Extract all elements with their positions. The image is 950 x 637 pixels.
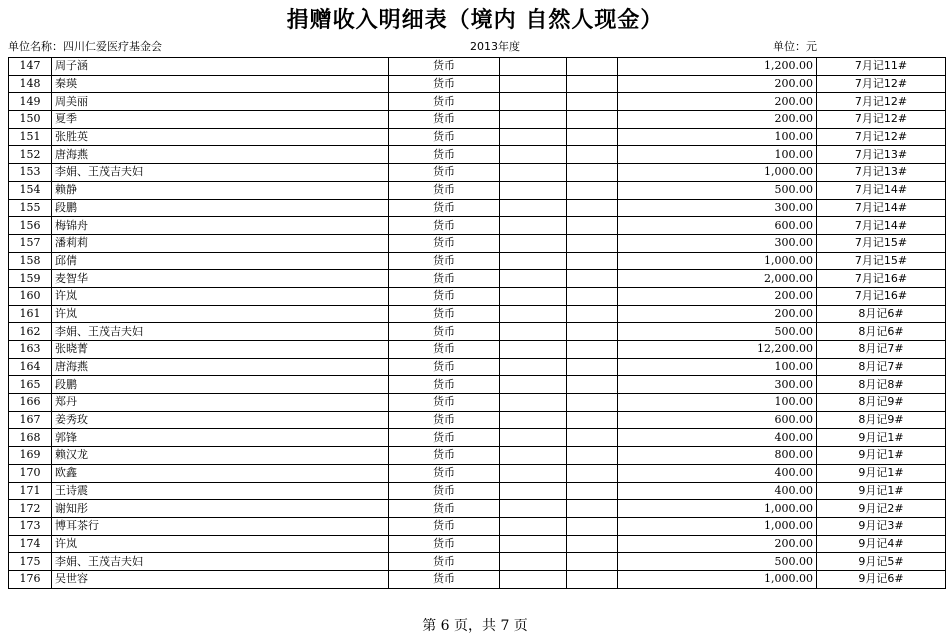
donor-name: 郑丹 [52,394,389,412]
donor-name: 段鹏 [52,376,389,394]
donor-name: 夏季 [52,111,389,129]
donation-type: 货币 [389,429,500,447]
donation-type: 货币 [389,93,500,111]
donor-name: 博耳茶行 [52,517,389,535]
row-number: 171 [9,482,52,500]
donation-amount: 500.00 [618,553,817,571]
blank-cell [567,270,618,288]
voucher-ref: 8月记6# [817,305,946,323]
donation-amount: 200.00 [618,93,817,111]
donation-amount: 1,200.00 [618,58,817,76]
voucher-ref: 7月记14# [817,199,946,217]
table-row [9,305,946,323]
blank-cell [567,93,618,111]
table-row [9,376,946,394]
table-row [9,146,946,164]
donation-amount: 1,000.00 [618,164,817,182]
blank-cell [567,287,618,305]
row-number: 163 [9,341,52,359]
table-row [9,358,946,376]
donation-type: 货币 [389,270,500,288]
blank-cell [567,58,618,76]
donation-amount: 100.00 [618,146,817,164]
row-number: 150 [9,111,52,129]
row-number: 155 [9,199,52,217]
row-number: 174 [9,535,52,553]
blank-cell [500,128,567,146]
voucher-ref: 9月记2# [817,500,946,518]
blank-cell [500,75,567,93]
donation-type: 货币 [389,358,500,376]
table-row [9,570,946,588]
voucher-ref: 7月记14# [817,181,946,199]
blank-cell [567,234,618,252]
blank-cell [500,517,567,535]
donation-amount: 1,000.00 [618,252,817,270]
blank-cell [567,376,618,394]
blank-cell [567,217,618,235]
donor-name: 唐海燕 [52,146,389,164]
donor-name: 吴世容 [52,570,389,588]
donation-type: 货币 [389,482,500,500]
donation-type: 货币 [389,447,500,465]
donation-type: 货币 [389,128,500,146]
blank-cell [500,270,567,288]
voucher-ref: 7月记16# [817,270,946,288]
blank-cell [500,234,567,252]
voucher-ref: 8月记6# [817,323,946,341]
row-number: 169 [9,447,52,465]
donation-type: 货币 [389,411,500,429]
table-row [9,58,946,76]
donation-type: 货币 [389,111,500,129]
voucher-ref: 7月记14# [817,217,946,235]
donation-amount: 400.00 [618,482,817,500]
voucher-ref: 7月记12# [817,93,946,111]
row-number: 160 [9,287,52,305]
row-number: 159 [9,270,52,288]
voucher-ref: 7月记15# [817,234,946,252]
donation-amount: 600.00 [618,411,817,429]
voucher-ref: 7月记11# [817,58,946,76]
donation-type: 货币 [389,500,500,518]
donor-name: 麦智华 [52,270,389,288]
row-number: 153 [9,164,52,182]
row-number: 172 [9,500,52,518]
blank-cell [567,447,618,465]
donation-amount: 200.00 [618,287,817,305]
voucher-ref: 9月记4# [817,535,946,553]
donation-amount: 300.00 [618,199,817,217]
donation-type: 货币 [389,252,500,270]
table-row [9,111,946,129]
blank-cell [567,394,618,412]
voucher-ref: 8月记9# [817,394,946,412]
donation-type: 货币 [389,553,500,571]
donation-type: 货币 [389,217,500,235]
year-label: 2013年度 [470,40,520,53]
table-row [9,482,946,500]
row-number: 170 [9,464,52,482]
donation-amount: 400.00 [618,429,817,447]
blank-cell [567,199,618,217]
blank-cell [500,199,567,217]
row-number: 167 [9,411,52,429]
table-row [9,411,946,429]
donor-name: 梅锦舟 [52,217,389,235]
table-row [9,447,946,465]
donation-type: 货币 [389,305,500,323]
blank-cell [567,429,618,447]
row-number: 154 [9,181,52,199]
donation-amount: 500.00 [618,323,817,341]
donor-name: 谢知彤 [52,500,389,518]
voucher-ref: 8月记7# [817,358,946,376]
donation-type: 货币 [389,323,500,341]
blank-cell [500,93,567,111]
donor-name: 姜秀玫 [52,411,389,429]
table-row [9,217,946,235]
table-row [9,93,946,111]
donor-name: 王诗震 [52,482,389,500]
table-row [9,500,946,518]
blank-cell [500,181,567,199]
voucher-ref: 8月记9# [817,411,946,429]
donation-amount: 200.00 [618,305,817,323]
table-row [9,164,946,182]
table-row [9,553,946,571]
voucher-ref: 9月记6# [817,570,946,588]
donation-amount: 800.00 [618,447,817,465]
table-row [9,429,946,447]
donation-amount: 400.00 [618,464,817,482]
blank-cell [500,570,567,588]
row-number: 156 [9,217,52,235]
donation-type: 货币 [389,146,500,164]
row-number: 176 [9,570,52,588]
donation-type: 货币 [389,535,500,553]
page-number: 第 6 页，共 7 页 [422,618,528,634]
row-number: 157 [9,234,52,252]
donor-name: 赖汉龙 [52,447,389,465]
blank-cell [567,411,618,429]
donor-name: 许岚 [52,305,389,323]
row-number: 149 [9,93,52,111]
voucher-ref: 9月记5# [817,553,946,571]
table-row [9,234,946,252]
donation-type: 货币 [389,199,500,217]
donation-type: 货币 [389,234,500,252]
blank-cell [567,482,618,500]
blank-cell [500,358,567,376]
blank-cell [500,58,567,76]
donation-type: 货币 [389,376,500,394]
donor-name: 李娟、王茂吉夫妇 [52,553,389,571]
blank-cell [500,553,567,571]
table-row [9,464,946,482]
row-number: 151 [9,128,52,146]
blank-cell [567,128,618,146]
blank-cell [500,411,567,429]
donation-type: 货币 [389,181,500,199]
donor-name: 秦瑛 [52,75,389,93]
donor-name: 潘莉莉 [52,234,389,252]
voucher-ref: 9月记1# [817,447,946,465]
blank-cell [500,111,567,129]
donation-amount: 300.00 [618,376,817,394]
donation-type: 货币 [389,464,500,482]
blank-cell [500,535,567,553]
blank-cell [500,500,567,518]
donation-type: 货币 [389,75,500,93]
blank-cell [567,252,618,270]
voucher-ref: 7月记13# [817,164,946,182]
blank-cell [500,376,567,394]
blank-cell [500,305,567,323]
voucher-ref: 9月记1# [817,464,946,482]
row-number: 164 [9,358,52,376]
donation-amount: 200.00 [618,75,817,93]
donor-name: 李娟、王茂吉夫妇 [52,164,389,182]
row-number: 158 [9,252,52,270]
voucher-ref: 7月记16# [817,287,946,305]
row-number: 147 [9,58,52,76]
donation-amount: 200.00 [618,535,817,553]
table-row [9,181,946,199]
donation-type: 货币 [389,517,500,535]
donor-name: 邱倩 [52,252,389,270]
row-number: 175 [9,553,52,571]
voucher-ref: 9月记1# [817,429,946,447]
donor-name: 许岚 [52,287,389,305]
page-title: 捐赠收入明细表（境内 自然人现金） [286,8,664,33]
blank-cell [500,464,567,482]
row-number: 165 [9,376,52,394]
donation-table-body [9,58,946,589]
row-number: 168 [9,429,52,447]
donor-name: 张晓菁 [52,341,389,359]
donation-amount: 500.00 [618,181,817,199]
donation-amount: 1,000.00 [618,517,817,535]
voucher-ref: 9月记1# [817,482,946,500]
blank-cell [567,341,618,359]
blank-cell [567,553,618,571]
blank-cell [500,482,567,500]
donation-amount: 1,000.00 [618,570,817,588]
donation-table [8,57,946,589]
blank-cell [500,323,567,341]
row-number: 173 [9,517,52,535]
donor-name: 段鹏 [52,199,389,217]
voucher-ref: 9月记3# [817,517,946,535]
table-row [9,341,946,359]
table-row [9,323,946,341]
donor-name: 周子涵 [52,58,389,76]
row-number: 152 [9,146,52,164]
row-number: 162 [9,323,52,341]
donation-amount: 200.00 [618,111,817,129]
row-number: 148 [9,75,52,93]
blank-cell [567,164,618,182]
voucher-ref: 7月记15# [817,252,946,270]
row-number: 166 [9,394,52,412]
donor-name: 许岚 [52,535,389,553]
donation-amount: 300.00 [618,234,817,252]
table-row [9,535,946,553]
blank-cell [567,500,618,518]
voucher-ref: 7月记13# [817,146,946,164]
blank-cell [567,358,618,376]
blank-cell [500,146,567,164]
blank-cell [500,287,567,305]
table-row [9,517,946,535]
blank-cell [567,111,618,129]
donation-type: 货币 [389,570,500,588]
donor-name: 张胜英 [52,128,389,146]
donation-type: 货币 [389,394,500,412]
org-label: 单位名称：四川仁爱医疗基金会 [8,40,162,53]
donation-amount: 12,200.00 [618,341,817,359]
blank-cell [567,75,618,93]
voucher-ref: 8月记7# [817,341,946,359]
blank-cell [500,252,567,270]
donor-name: 李娟、王茂吉夫妇 [52,323,389,341]
table-row [9,270,946,288]
table-row [9,75,946,93]
donation-amount: 600.00 [618,217,817,235]
donation-amount: 100.00 [618,128,817,146]
voucher-ref: 7月记12# [817,128,946,146]
donation-type: 货币 [389,341,500,359]
donation-amount: 1,000.00 [618,500,817,518]
donation-type: 货币 [389,58,500,76]
blank-cell [500,164,567,182]
blank-cell [567,535,618,553]
voucher-ref: 8月记8# [817,376,946,394]
table-row [9,394,946,412]
donation-amount: 100.00 [618,358,817,376]
donation-amount: 100.00 [618,394,817,412]
blank-cell [567,517,618,535]
row-number: 161 [9,305,52,323]
voucher-ref: 7月记12# [817,111,946,129]
table-row [9,287,946,305]
blank-cell [567,570,618,588]
donation-amount: 2,000.00 [618,270,817,288]
donor-name: 欧鑫 [52,464,389,482]
blank-cell [567,146,618,164]
donor-name: 郭锋 [52,429,389,447]
blank-cell [500,394,567,412]
blank-cell [567,305,618,323]
donation-type: 货币 [389,164,500,182]
blank-cell [500,429,567,447]
table-row [9,252,946,270]
blank-cell [500,341,567,359]
donor-name: 周美丽 [52,93,389,111]
voucher-ref: 7月记12# [817,75,946,93]
blank-cell [500,447,567,465]
donor-name: 赖静 [52,181,389,199]
donation-type: 货币 [389,287,500,305]
blank-cell [567,181,618,199]
blank-cell [567,464,618,482]
blank-cell [500,217,567,235]
unit-label: 单位：元 [773,40,817,53]
donor-name: 唐海燕 [52,358,389,376]
table-row [9,128,946,146]
blank-cell [567,323,618,341]
table-row [9,199,946,217]
